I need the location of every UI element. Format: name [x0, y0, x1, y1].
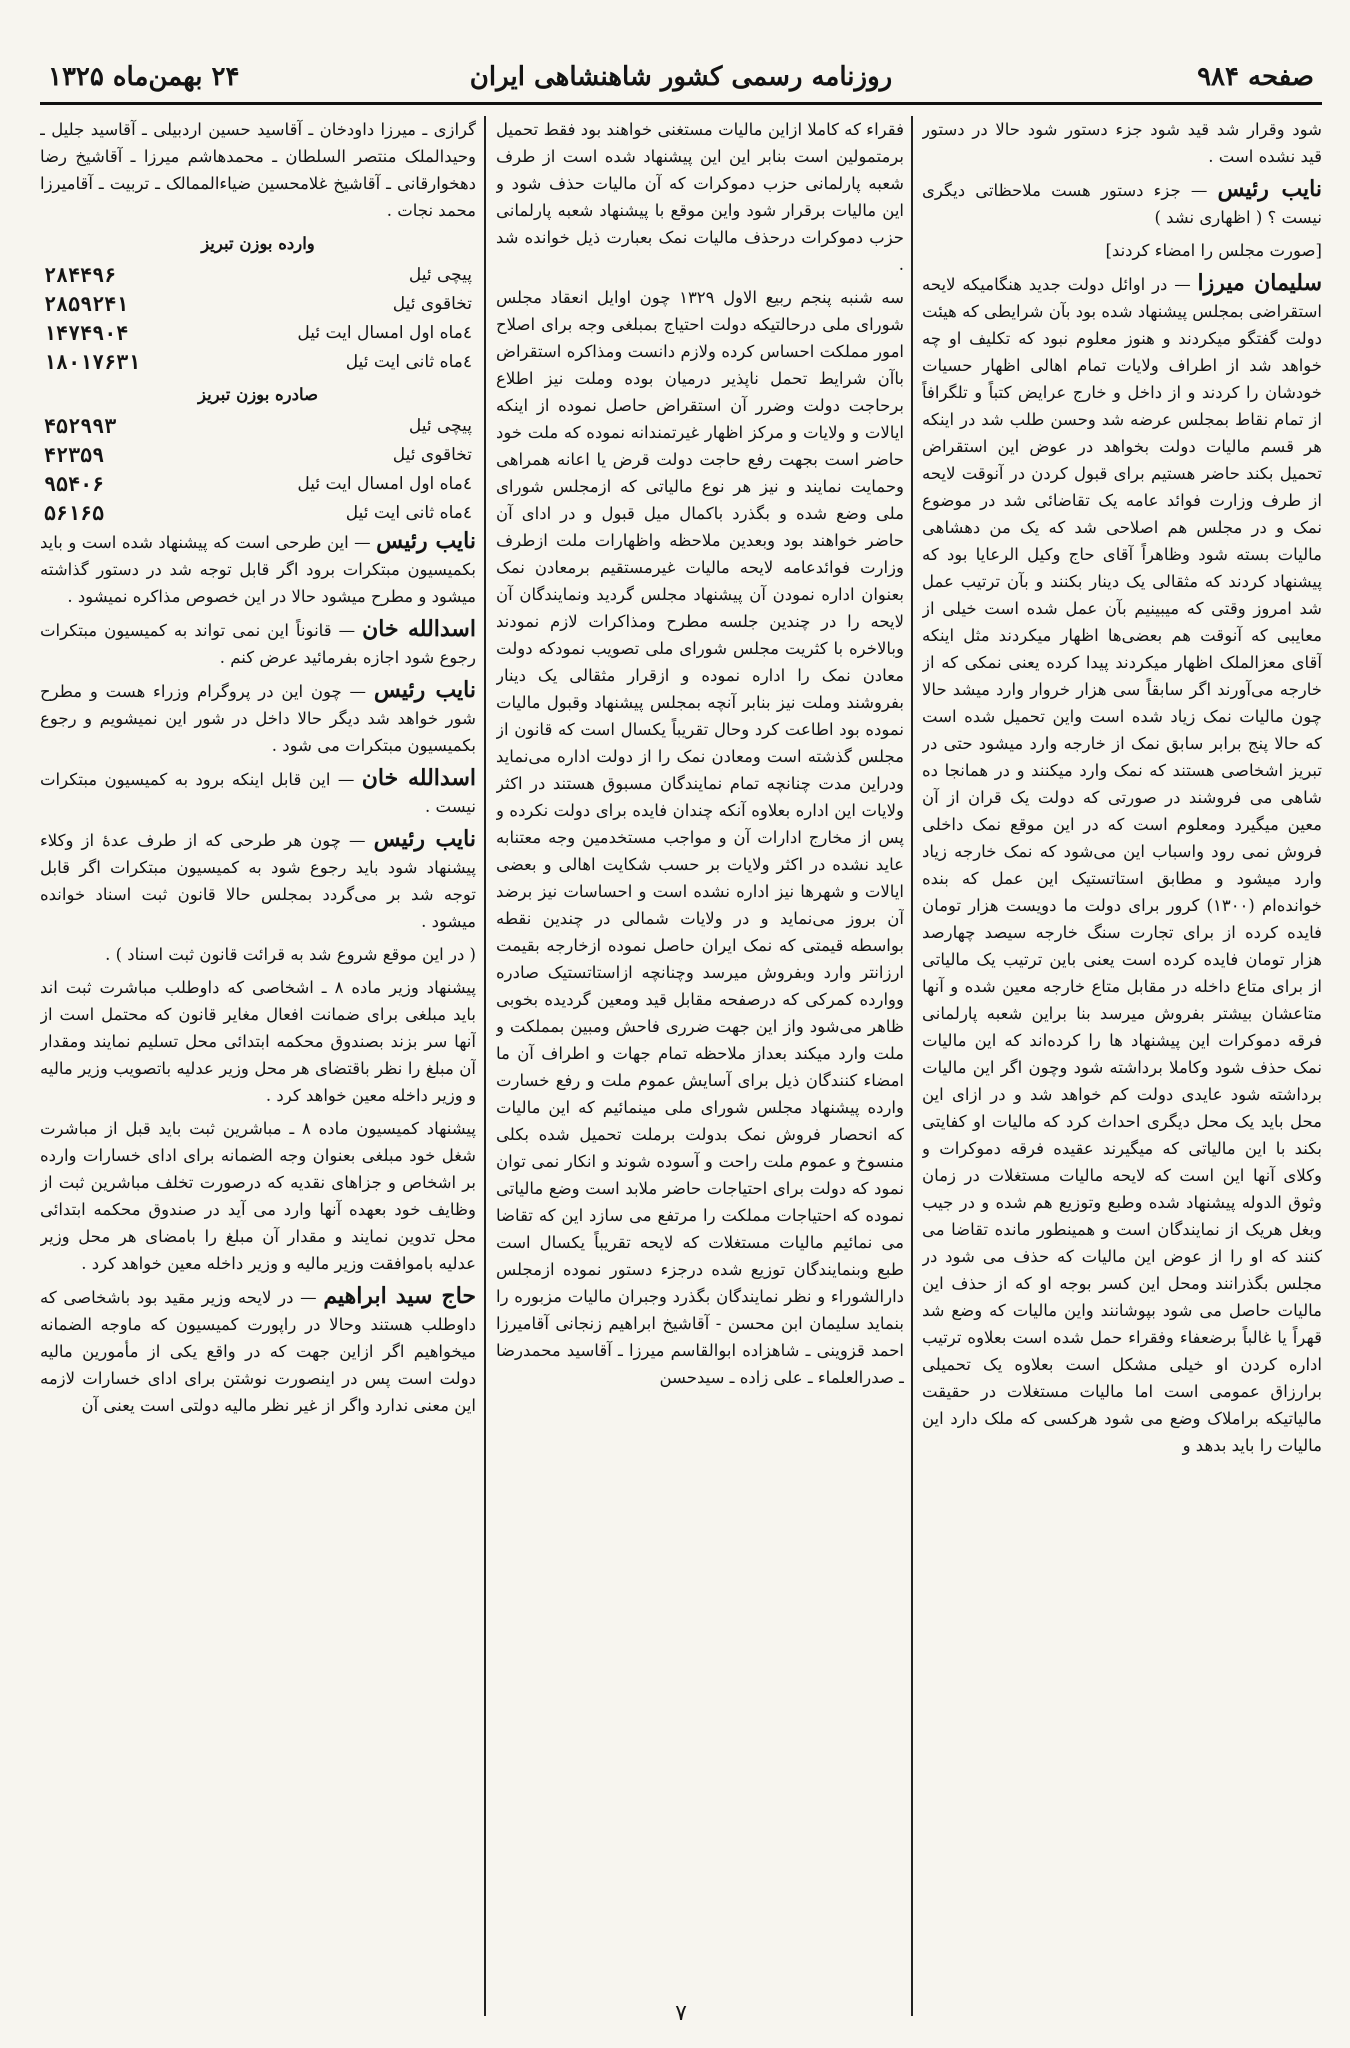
speech-text: — در اوائل دولت جدید هنگامیکه لایحه استقراضی بمجلس پیشنهاد شده بود بآن شرایطی که هیئت دولت گفتگو میکردند و هنوز معلوم نبود که تکلیف او چه خواهد شد از اطراف ولایات تمام اهالی اظهار حسیات خودشان را کردند و از داخل و خارج عرایض کتباً و تلگرافاً از تمام نقاط بمجلس عرضه شد وحسن طلب شد در اینکه هر قسم مالیات دولت بخواهد در عوض این استقراض تحمیل بکند حاضر هستیم برای قبول کردن در آنوقت لایحه از طرف وزارت فوائد عامه یک تقاضائی شد در موضوع نمک و در مجلس هم اصلاحی شد که یک من دهشاهی مالیات بسته شود وظاهراً آقای حاج وکیل الرعایا بود که پیشنهاد کردند که مثقالی یک دینار بکنند و بآن ترتیب عمل شد امروز وقتی که میبینیم بآن عمل شده است خیلی از معایبی که آنوقت هم بعضی‌ها اظهار میکردند مثل اینکه آقای معزالملک اظهار میکردند پیدا کرده یعنی نمکی که از خارجه می‌آورند اگر سابقاً سی هزار خروار وارد میشد حالا چون مالیات نمک زیاد شده است واین تحمیل شده است که حالا پنج برابر سابق نمک از خارجه وارد میشود حتی در تبریز اشخاصی هستند که نمک وارد میکنند و در همانجا ده شاهی می فروشند در صورتی که دولت یک قران از آن معین میگیرد ومعلوم است که در این موقع نمک داخلی فروش نمی رود واسباب این می‌شود که نمک خارجه زیاد وارد میشود و مطابق استاتستیک این عمل که بنده خوانده‌ام (۱۳۰۰) کرور برای دولت ما دویست هزار تومان فایده کرده از برای تجارت سنگ خارجه سیصد چهارصد هزار تومان فایده کرده است یعنی باین ترتیب یک مالیاتی از برای متاع داخله در مقابل متاع خارجه معین شده و آنها متاعشان بیشتر بفروش میرسد بنا براین شعبه پارلمانی فرقه دموکرات این پیشنهاد ها را کرده‌اند که این مالیات نمک حذف شود وکاملا برداشته شود وچون اگر این مالیات برداشته شود عایدی دولت کم خواهد شد و در ازای این محل باید یک محل دیگری احداث کرد که مالیات او کفایتی بکند با این مالیاتی که میگیرند عقیده فرقه دموکرات و وکلای آنها این است که لایحه مالیات مستغلات در زمان وثوق الدوله پیشنهاد شده وطبع وتوزیع هم شده و در جیب وبغل هریک از نمایندگان است و همینطور مانده تقاضا می کنند که او را از عوض این مالیات که حذف می شود در مجلس بگذرانند ومحل این کسر بوجه او که از حذف این مالیات حاصل می شود بپوشانند واین مالیات که وضع شد قهراً یا غالباً برضعفاء وفقراء حمل شده است بعلاوه ترتیب اداره کردن او خیلی مشکل است بعلاوه یک تحمیلی برارزاق عمومی است اما مالیات مستغلات در حقیقت مالیاتیکه براملاک وضع می شود هرکسی که ملک دارد این مالیات را باید بدهد و	[922, 275, 1322, 1455]
table-row	[40, 319, 476, 348]
article-proposal-commission: پیشنهاد کمیسیون ماده ۸ ـ مباشرین ثبت باید قبل از مباشرت شغل خود مبلغی بعنوان وجه الضمانه برای ادای خسارات وارده بر اشخاص و جزاهای نقدیه که درصورت تخلف مباشرین ثبت از وظایف خود بعهده آنها وارد می آید در صندوق محکمه ابتدائی محل تدوین نمایند و مقدار آن مبلغ را بامضای هر محل وزیر عدلیه باموافقت وزیر مالیه و وزیر داخله معین خواهد کرد .	[40, 1119, 476, 1273]
table-row	[40, 290, 476, 319]
table-row	[40, 441, 476, 470]
petition-text: سه شنبه پنجم ربیع الاول ۱۳۲۹ چون اوایل انعقاد مجلس شورای ملی درحالتیکه دولت احتیاج بمبلغی وجه برای اصلاح امور مملکت احساس کرده ولازم دانست ومذاکره استقراض باآن شرایط تحمل ناپذیر درمیان بوده وملت نیز اطلاع برحاجت دولت وضرر آن استقراض حاصل نموده از اینکه ایالات و ولایات و مرکز اظهار غیرتمندانه نموده که ملت خود حاضر است بجهت رفع حاجت دولت قرض یا اعانه همراهی وحمایت نمایند و نیز هر نوع مالیاتی که ازمجلس شورای ملی وضع شده و بگذرد باکمال میل قبول و در ادای آن حاضر خواهند بود وبعدین ملاحظه واظهارات ملت ازطرف وزارت فوائدعامه لایحه مالیات غیرمستقیم برمعادن نمک بعنوان اداره نمودن آن پیشنهاد مجلس گردید ونمایندگان آن لایحه را در چندین جلسه مطرح ومذاکرات لازم نمودند وبالاخره با کثریت مجلس شورای ملی تصویب نمودکه دولت معادن نمک را اداره نموده و ازقرار مثقالی یک دینار بفروشند وملت نیز بنابر آنچه بمجلس پیشنهاد وقبول مالیات نموده بود اطاعت کرد وحال تقریباً یکسال است که قانون از مجلس گذشته است ومعادن نمک را از دولت اداره می‌نماید ودراین مدت چنانچه تمام نمایندگان مسبوق هستند در اکثر ولایات این اداره بعلاوه آنکه چندان فایده برای دولت نکرده و پس از مخارج ادارات آن و مواجب مستخدمین وجه معتنابه عاید نشده در اکثر ولایات بر حسب شکایت اهالی و بعضی ایالات و شهرها نیز اداره نشده است و احساسات نیز برضد آن بروز می‌نماید و در ولایات شمالی در چندین نقطه بواسطه قیمتی که نمک ایران حاصل نموده ازخارجه بقیمت ارزانتر وارد وبفروش میرسد وچنانچه ازاستاتستیک صادره ووارده کمرکی که درصفحه مقابل قید ومعین گردیده بخوبی ظاهر می‌شود واز این جهت ضرری فاحش ومبین بمملکت و ملت وارد میکند بعداز ملاحظه تمام جهات و اطراف آن ما امضاء کنندگان ذیل برای آسایش عموم ملت و رفع خسارت وارده پیشنهاد مجلس شورای ملی مینمائیم که این مالیات که انحصار فروش نمک بدولت برملت تحمیل شده بکلی منسوخ و عموم ملت راحت و آسوده شوند و انکار نمی توان نمود که دولت برای احتیاجات حاضر ملابد است وضع مالیاتی نموده که احتیاجات مملکت را مرتفع می سازد این که تقاضا می نمائیم مالیات مستغلات که لایحه تقریباً یکسال است طبع وبنمایندگان توزیع شده درجزء دستور نموده ازمجلس دارالشوراء و نظر نمایندگان بگذرد وجبران مالیات مزبوره را بنماید سلیمان ابن محسن - آقاشیخ ابراهیم زنجانی آقامیرزا احمد قزوینی ـ شاهزاده ابوالقاسم میرزا ـ آقاسید محمدرضا ـ صدرالعلماء ـ علی زاده ـ سیدحسن	[496, 288, 904, 1387]
table-row	[40, 261, 476, 290]
issue-date: ۲۴ بهمن‌ماه ۱۳۲۵	[48, 62, 240, 92]
table-row	[40, 348, 476, 377]
speaker-name: حاج سید ابراهیم	[323, 1283, 476, 1309]
speaker-name: نایب رئیس	[373, 677, 476, 703]
gazette-page	[40, 22, 1322, 2026]
session-note: ( در این موقع شروع شد به قرائت قانون ثبت اسناد ) .	[105, 945, 476, 964]
row-value: ۹۵۴۰۶	[44, 472, 105, 496]
paragraph: شود وقرار شد قید شود جزء دستور شود حالا در دستور قید نشده است .	[922, 120, 1322, 166]
table-row	[40, 412, 476, 441]
speaker-name: اسدالله خان	[361, 765, 476, 791]
speech-text: — این طرحی است که پیشنهاد شده است و باید بکمیسیون مبتکرات برود اگر قابل توجه شد در دستور گذاشته میشود و مطرح میشود حالا در این خصوص مذاکره نمیشود .	[40, 533, 476, 606]
column-right	[922, 116, 1322, 2011]
speech	[922, 270, 1322, 1459]
speaker-name: اسدالله خان	[362, 616, 476, 642]
row-label: پیچی ئیل	[408, 265, 472, 285]
speech	[40, 826, 476, 935]
column-divider	[484, 116, 486, 2016]
speech-text: — این قابل اینکه برود به کمیسیون مبتکرات نیست .	[40, 770, 476, 816]
speech-text: — قانوناً این نمی تواند به کمیسیون مبتکرات رجوع شود اجازه بفرمائید عرض کنم .	[40, 621, 476, 667]
speech-text: — در لایحه وزیر مقید بود باشخاصی که داوطلب هستند وحالا در راپورت کمیسیون که ماوجه الضمانه میخواهیم اگر ازاین جهت که در واقع یکی از مأمورین مالیه دولت است پس در اینصورت نوشتن برای ادای خسارات لازمه این معنی ندارد واگر از غیر نظر مالیه دولتی است یعنی آن	[40, 1288, 476, 1415]
row-label: تخاقوی ئیل	[392, 294, 472, 314]
speech	[40, 528, 476, 610]
row-value: ۲۸۴۴۹۶	[44, 263, 117, 287]
column-middle	[496, 116, 904, 2011]
row-value: ۱۸۰۱۷۶۳۱	[44, 350, 141, 374]
speech	[922, 176, 1322, 231]
row-label: ٤ماه ثانی ایت ئیل	[345, 503, 472, 523]
column-divider	[911, 116, 913, 2016]
speech-text: — چون این در پروگرام وزراء هست و مطرح شور خواهد شد دیگر حالا داخل در شور این نمیشویم و رجوع بکمیسیون مبتکرات می شود .	[40, 682, 476, 755]
article-proposal-minister: پیشنهاد وزیر ماده ۸ ـ اشخاصی که داوطلب مباشرت ثبت اند باید مبلغی برای ضمانت افعال مغایر قانون که محتمل است از آنها سر بزند بصندوق محکمه ابتدائی محل تسلیم نمایند ومقدار آن مبلغ را نظر باقتضای هر محل وزیر عدلیه باتصویب وزیر مالیه و وزیر داخله معین خواهد کرد .	[40, 978, 476, 1105]
signatories: گرازی ـ میرزا داودخان ـ آقاسید حسین اردبیلی ـ آقاسید جلیل ـ وحیدالملک منتصر السلطان ـ محمدهاشم میرزا ـ آقاشیخ رضا دهخوارقانی ـ آقاشیخ غلامحسین ضیاءالممالک ـ تربیت ـ آقامیرزا محمد نجات .	[40, 120, 476, 220]
row-value: ۵۶۱۶۵	[44, 501, 105, 525]
row-value: ۴۲۳۵۹	[44, 443, 105, 467]
speech-text: — جزء دستور هست ملاحظاتی دیگری نیست ؟ ( اظهاری نشد )	[922, 181, 1322, 227]
row-value: ۱۴۷۴۹۰۴	[44, 321, 129, 345]
speech	[40, 677, 476, 759]
speaker-name: نایب رئیس	[376, 528, 476, 554]
table-row	[40, 470, 476, 499]
speaker-name: نایب رئیس	[373, 826, 476, 852]
speech	[40, 616, 476, 671]
page-number: ۷	[675, 2001, 687, 2026]
speech	[40, 1283, 476, 1419]
paragraph: فقراء که کاملا ازاین مالیات مستغنی خواهند بود فقط تحمیل برمتمولین است بنابر این این پیشنهاد شده است از طرف شعبه پارلمانی حزب دموکرات که آن مالیات حذف شود و این مالیات برقرار شود واین موقع با پیشنهاد شعبه پارلمانی حزب دموکرات درحذف مالیات نمک بعبارت ذیل خوانده شد .	[496, 120, 904, 274]
speech	[40, 765, 476, 820]
row-value: ۲۸۵۹۲۴۱	[44, 292, 129, 316]
row-label: پیچی ئیل	[408, 416, 472, 436]
row-value: ۴۵۲۹۹۳	[44, 414, 117, 438]
bracket-note: [صورت مجلس را امضاء کردند]	[1105, 241, 1322, 260]
row-label: تخاقوی ئیل	[392, 445, 472, 465]
page-label: صفحه ۹۸۴	[1197, 62, 1314, 92]
export-table	[40, 412, 476, 528]
speaker-name: نایب رئیس	[1217, 176, 1322, 202]
row-label: ٤ماه ثانی ایت ئیل	[345, 352, 472, 372]
table-row	[40, 499, 476, 528]
export-heading: صادره بوزن تبریز	[197, 385, 319, 404]
column-left	[40, 116, 476, 2011]
masthead	[40, 22, 1322, 105]
import-heading: وارده بوزن تبریز	[201, 234, 315, 253]
row-label: ٤ماه اول امسال ایت ئیل	[297, 323, 472, 343]
speaker-name: سلیمان میرزا	[1197, 270, 1322, 296]
speech-text: — چون هر طرحی که از طرف عدۀ از وکلاء پیشنهاد شود باید رجوع شود به کمیسیون مبتکرات اگر قابل توجه شد بر می‌گردد بمجلس حالا قانون ثبت اسناد خوانده میشود .	[40, 831, 476, 931]
row-label: ٤ماه اول امسال ایت ئیل	[297, 474, 472, 494]
import-table	[40, 261, 476, 377]
newspaper-title: روزنامه رسمی کشور شاهنشاهی ایران	[469, 62, 893, 92]
